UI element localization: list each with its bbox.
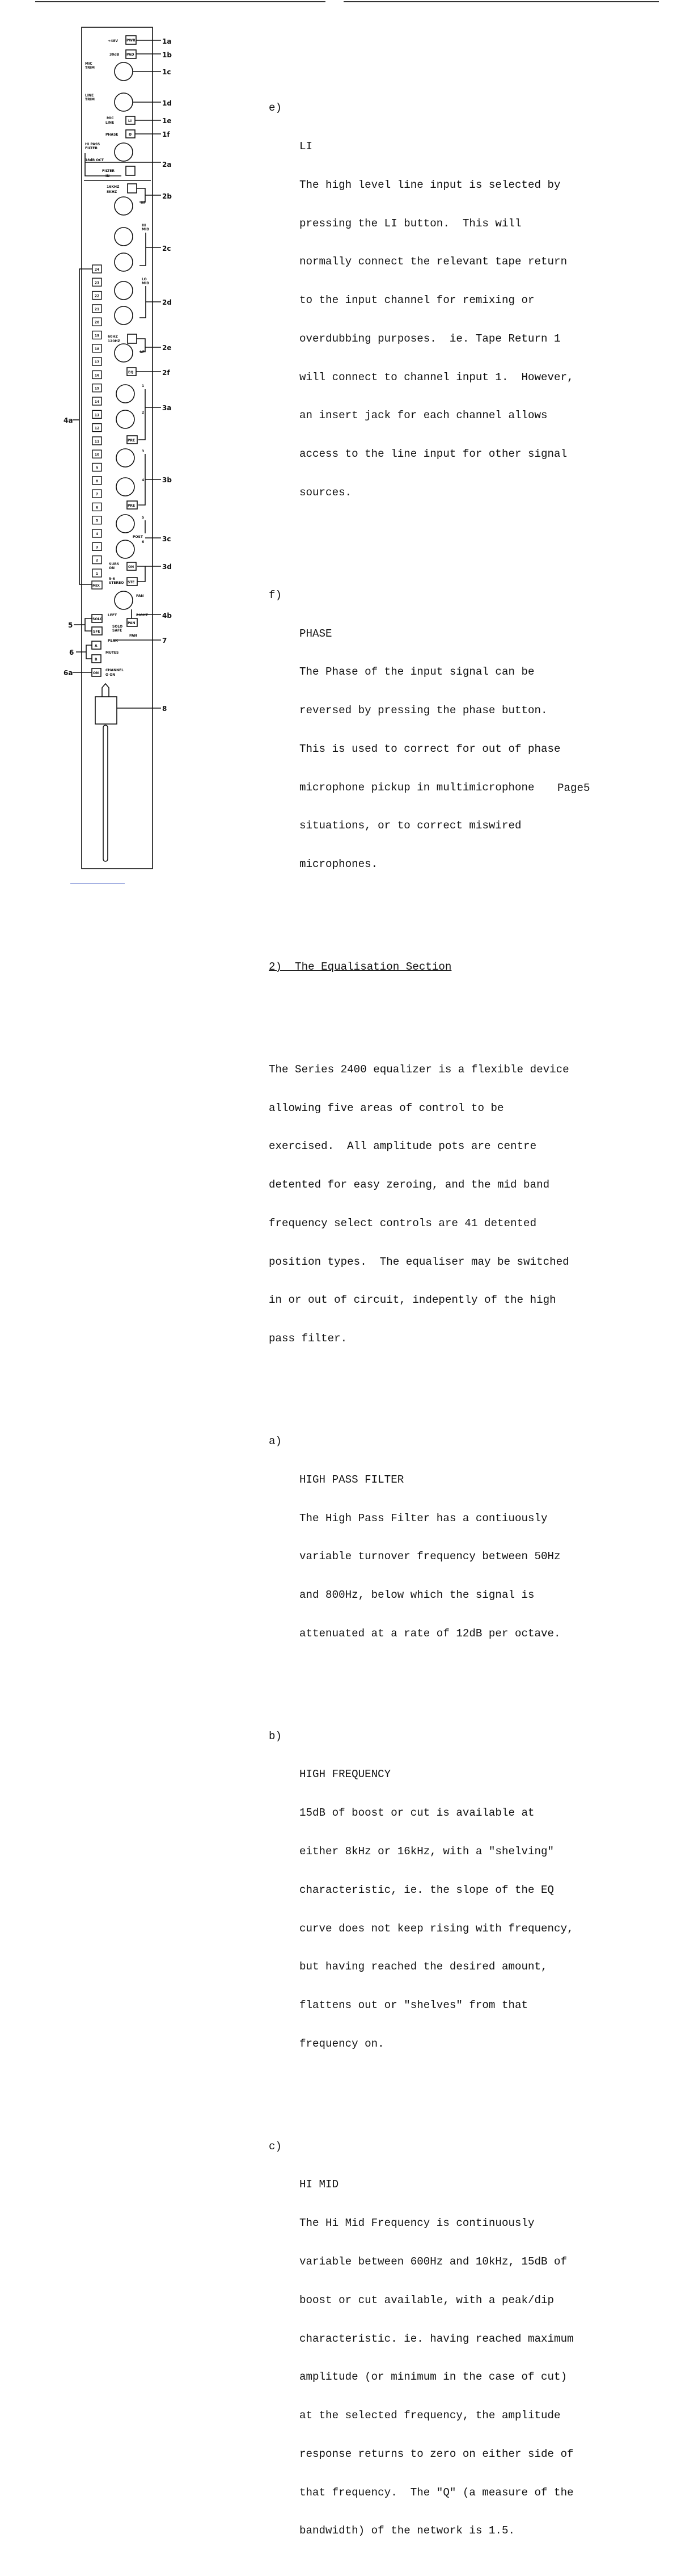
routing-button-label: 21 — [94, 307, 100, 312]
label-subs-1: SUBS — [109, 562, 120, 566]
callout-2e: 2e — [162, 344, 172, 352]
label-aux-4: 4 — [142, 478, 145, 482]
label-filter-1: FILTER — [102, 169, 115, 173]
pwr-button[interactable]: PWR — [126, 39, 136, 43]
section-f-line: microphone pickup in multimicrophone — [299, 781, 535, 794]
top-rule-right — [344, 1, 659, 2]
sfe-button[interactable]: SFE — [93, 630, 100, 634]
callout-2f: 2f — [162, 369, 170, 377]
section-c-line: variable between 600Hz and 10kHz, 15dB of — [299, 2255, 568, 2268]
routing-button-label: 15 — [94, 386, 100, 391]
callout-8: 8 — [162, 705, 167, 713]
routing-button-label: 1 — [95, 571, 99, 576]
label-himid-2: MID — [142, 228, 150, 231]
label-himid-1: HI — [142, 224, 146, 228]
intro-line: in or out of circuit, indepently of the high — [269, 1294, 556, 1307]
label-hpf-2: FILTER — [85, 146, 98, 150]
mute-a-button[interactable]: A — [95, 644, 98, 648]
routing-button-label: 2 — [95, 558, 99, 563]
section-c-line: response returns to zero on either side of — [299, 2447, 574, 2460]
pre-button-2[interactable]: PRE — [128, 504, 136, 508]
callout-2b: 2b — [162, 192, 172, 200]
label-channel-2: O ON — [105, 673, 116, 677]
label-aux-1: 1 — [142, 384, 145, 388]
section-b-line: either 8kHz or 16kHz, with a "shelving" — [299, 1845, 555, 1858]
label-pan: PAN — [136, 594, 144, 598]
li-button[interactable]: LI — [128, 119, 132, 123]
section-b-line: curve does not keep rising with frequency, — [299, 1922, 574, 1935]
routing-button-label: 3 — [95, 545, 99, 550]
section-f-mark: f) — [269, 588, 282, 601]
label-aux-2: 2 — [142, 411, 145, 415]
routing-button-label: 10 — [94, 453, 100, 457]
section-e-line: an insert jack for each channel allows — [299, 409, 548, 422]
label-solo-safe-1: SOLO — [112, 625, 123, 629]
intro-line: detented for easy zeroing, and the mid band — [269, 1178, 550, 1192]
label-lomid-1: LO — [142, 277, 147, 281]
section-a-line: and 800Hz, below which the signal is — [299, 1589, 535, 1602]
label-filter-2: IN — [105, 174, 110, 178]
intro-line: position types. The equaliser may be switched — [269, 1255, 569, 1268]
section-f-line: The Phase of the input signal can be — [299, 666, 535, 679]
label-s56-1: 5-6 — [109, 577, 115, 581]
section-c-line: bandwidth) of the network is 1.5. — [299, 2524, 515, 2537]
mix-button-label: MIX — [92, 584, 100, 588]
routing-button-label: 18 — [94, 347, 100, 351]
callout-6: 6 — [69, 649, 74, 656]
section-c-line: at the selected frequency, the amplitude — [299, 2409, 561, 2422]
label-48v: +48V — [108, 39, 119, 43]
subs-on-button[interactable]: ON — [128, 565, 134, 569]
section-a-mark: a) — [269, 1434, 282, 1447]
routing-button-label: 16 — [94, 373, 100, 378]
channel-strip-diagram — [0, 0, 193, 899]
phase-button[interactable]: Ø — [129, 133, 132, 137]
page-number: Page5 — [557, 782, 590, 794]
callout-1b: 1b — [162, 51, 172, 59]
manual-text — [269, 76, 632, 2576]
section-e-line: normally connect the relevant tape return — [299, 255, 568, 268]
label-aux-6: 6 — [142, 540, 145, 544]
section-a-line: variable turnover frequency between 50Hz — [299, 1550, 561, 1563]
section-e-line: overdubbing purposes. ie. Tape Return 1 — [299, 332, 561, 345]
label-s56-2: STEREO — [109, 581, 124, 585]
callout-2a: 2a — [162, 161, 172, 169]
label-hpf-1: HI PASS — [85, 142, 100, 146]
intro-line: allowing five areas of control to be — [269, 1101, 504, 1114]
callout-2c: 2c — [162, 245, 171, 252]
label-line-trim-1: LINE — [85, 94, 94, 98]
section-b-line: frequency on. — [299, 2037, 384, 2050]
routing-button-label: 17 — [94, 360, 100, 365]
section-e-line: pressing the LI button. This will — [299, 217, 522, 230]
label-30db: 30dB — [109, 53, 120, 57]
callout-2d: 2d — [162, 298, 172, 306]
routing-button-label: 13 — [94, 413, 100, 418]
label-channel-1: CHANNEL — [105, 668, 124, 672]
section-e-mark: e) — [269, 102, 282, 115]
routing-button-label: 19 — [94, 334, 100, 338]
section-f-line: This is used to correct for out of phase — [299, 742, 561, 755]
section-f-line: reversed by pressing the phase button. — [299, 704, 548, 717]
label-mutes: MUTES — [105, 651, 119, 655]
label-peak: PEAK — [108, 639, 118, 643]
callout-4a: 4a — [64, 416, 73, 424]
section-f — [269, 589, 632, 896]
label-subs-2: ON — [109, 566, 115, 570]
label-post: POST — [133, 535, 143, 539]
label-120hz: 120HZ — [108, 339, 120, 343]
intro-line: frequency select controls are 41 detented — [269, 1217, 537, 1230]
callout-3a: 3a — [162, 404, 172, 412]
label-lf: LF — [140, 350, 145, 354]
intro-line: The Series 2400 equalizer is a flexible device — [269, 1063, 569, 1076]
label-60hz: 60HZ — [108, 335, 118, 339]
section-e-line: access to the line input for other signal — [299, 448, 568, 461]
stereo-button[interactable]: STE — [128, 580, 135, 584]
label-line: LINE — [105, 121, 115, 125]
section-a — [269, 1435, 632, 1666]
callout-6a: 6a — [64, 669, 73, 677]
label-right: RIGHT — [136, 613, 148, 617]
section-b-title: HIGH FREQUENCY — [299, 1768, 391, 1781]
label-mic-trim-2: TRIM — [85, 66, 95, 70]
label-aux-3: 3 — [142, 449, 145, 453]
routing-button-label: 14 — [94, 400, 100, 404]
routing-button-label: 11 — [94, 439, 100, 444]
routing-button-label: 8 — [95, 479, 99, 483]
routing-button-label: 12 — [94, 426, 100, 431]
label-18db: 18dB OCT — [85, 158, 104, 162]
intro-line: exercised. All amplitude pots are centre — [269, 1140, 537, 1153]
section-f-line: microphones. — [299, 858, 378, 871]
section-b-line: flattens out or "shelves" from that — [299, 1999, 528, 2012]
section-c-line: boost or cut available, with a peak/dip — [299, 2293, 555, 2306]
callout-1a: 1a — [162, 37, 172, 45]
section-e-line: sources. — [299, 486, 352, 499]
label-left: LEFT — [108, 613, 117, 617]
section-b-line: 15dB of boost or cut is available at — [299, 1807, 535, 1820]
callout-1e: 1e — [162, 117, 172, 125]
eq-button[interactable]: EQ — [128, 371, 134, 374]
routing-button-label: 4 — [95, 532, 99, 536]
intro-line: pass filter. — [269, 1332, 348, 1345]
callout-3d: 3d — [162, 563, 172, 571]
routing-button-label: 5 — [95, 519, 99, 523]
routing-button-label: 24 — [94, 268, 100, 272]
pan-button[interactable]: PAN — [128, 621, 136, 625]
section-e-line: The high level line input is selected by — [299, 178, 561, 191]
routing-button-label: 7 — [95, 493, 99, 497]
callout-5: 5 — [68, 621, 73, 629]
section-b — [269, 1730, 632, 2076]
section-c-title: HI MID — [299, 2178, 339, 2191]
mute-b-button[interactable]: B — [95, 658, 98, 662]
section-c-line: The Hi Mid Frequency is continuously — [299, 2217, 535, 2230]
section-c-line: amplitude (or minimum in the case of cut) — [299, 2371, 568, 2384]
routing-button-label: 9 — [95, 466, 99, 470]
routing-button-label: 22 — [94, 294, 100, 298]
label-lomid-2: MID — [142, 281, 150, 285]
section-heading: 2) The Equalisation Section — [269, 960, 452, 973]
label-hf: HF — [141, 201, 146, 205]
callout-3b: 3b — [162, 476, 172, 484]
routing-button-label: 20 — [94, 321, 100, 325]
section-f-title: PHASE — [299, 627, 332, 640]
callout-1c: 1c — [162, 68, 171, 76]
routing-button-label: 23 — [94, 281, 100, 285]
callout-7: 7 — [162, 637, 167, 645]
callout-1f: 1f — [162, 131, 170, 138]
pad-button[interactable]: PAD — [126, 53, 134, 57]
section-e-line: to the input channel for remixing or — [299, 294, 535, 307]
label-phase: PHASE — [105, 133, 119, 137]
section-c-line: characteristic. ie. having reached maximum — [299, 2332, 574, 2345]
section-a-line: The High Pass Filter has a contiuously — [299, 1512, 548, 1525]
solo-button[interactable]: SOLO — [92, 617, 103, 621]
callout-3c: 3c — [162, 535, 171, 543]
bottom-rule — [70, 883, 125, 884]
label-pan-assign: PAN — [129, 634, 137, 638]
label-line-trim-2: TRIM — [85, 98, 95, 102]
section-f-line: situations, or to correct miswired — [299, 819, 522, 832]
section-e — [269, 102, 632, 525]
section-a-title: HIGH PASS FILTER — [299, 1473, 404, 1486]
section-a-line: attenuated at a rate of 12dB per octave. — [299, 1627, 561, 1640]
label-aux-5: 5 — [142, 516, 145, 520]
section-b-line: characteristic, ie. the slope of the EQ — [299, 1883, 555, 1896]
channel-on-button[interactable]: ON — [93, 671, 99, 675]
pre-button-1[interactable]: PRE — [128, 439, 136, 443]
label-mic-trim-1: MIC — [85, 62, 92, 66]
label-8khz: 8KHZ — [107, 190, 117, 194]
section-e-line: will connect to channel input 1. However, — [299, 371, 574, 384]
section-c-mark: c) — [269, 2140, 282, 2153]
intro-paragraph — [269, 1038, 632, 1371]
callout-1d: 1d — [162, 99, 172, 107]
section-b-mark: b) — [269, 1729, 282, 1742]
callout-4b: 4b — [162, 612, 172, 620]
section-c — [269, 2140, 632, 2564]
label-16khz: 16KHZ — [107, 185, 120, 189]
label-solo-safe-2: SAFE — [112, 629, 122, 633]
label-mic: MIC — [107, 116, 114, 120]
section-e-title: LI — [299, 140, 313, 153]
routing-button-label: 6 — [95, 506, 99, 510]
section-c-line: that frequency. The "Q" (a measure of the — [299, 2486, 574, 2499]
section-b-line: but having reached the desired amount, — [299, 1960, 548, 1973]
